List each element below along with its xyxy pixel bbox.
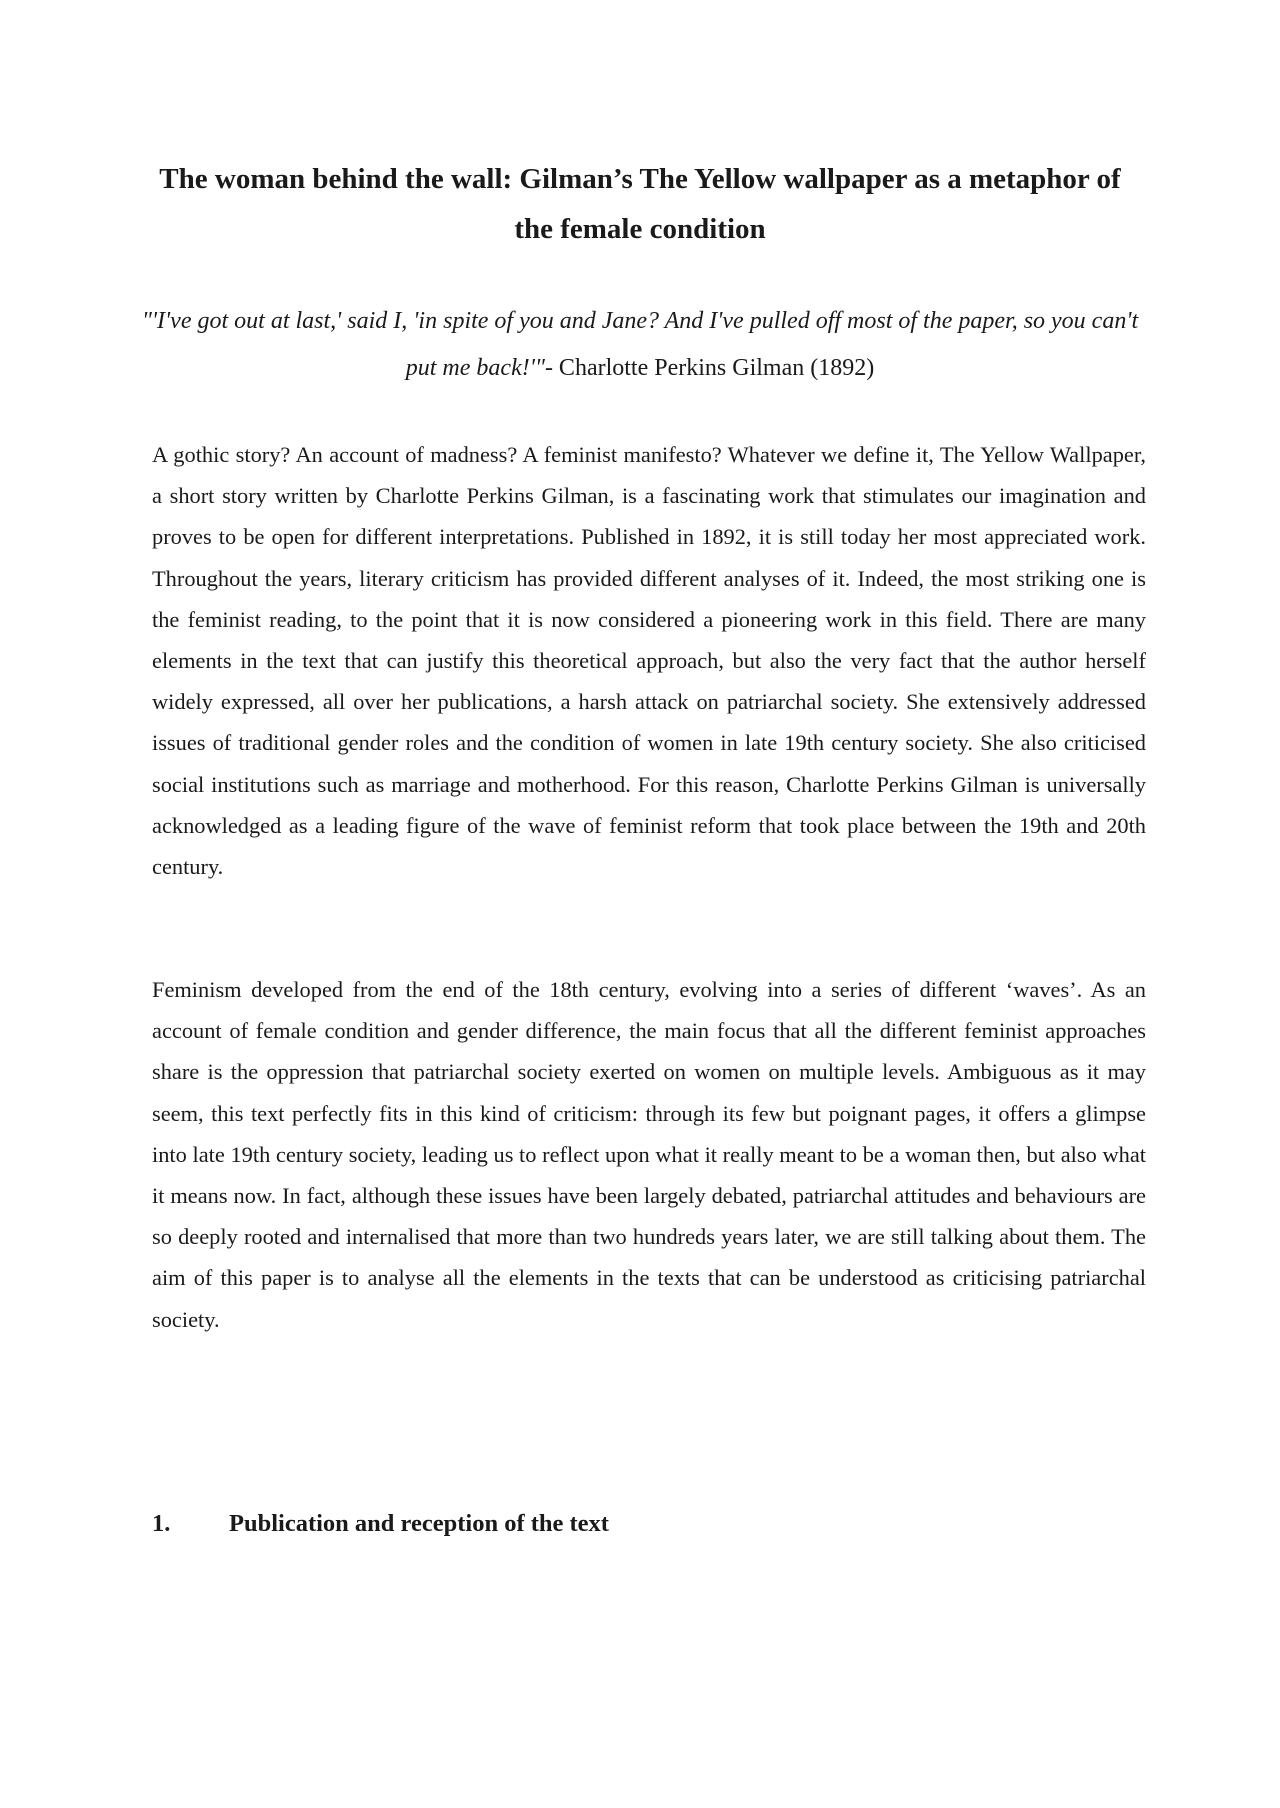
section-number: 1. bbox=[152, 1510, 171, 1537]
section-heading bbox=[152, 1506, 609, 1542]
epigraph-attribution: - Charlotte Perkins Gilman (1892) bbox=[544, 355, 875, 381]
body-paragraph-2: Feminism developed from the end of the 18th century, evolving into a series of different ‘waves’. As an account of female condition and gender difference, the main focus that all the different feminist approaches share is the oppression that patriarchal society exerted on women on multiple levels. Ambiguous as it may seem, this text perfectly fits in this kind of criticism: through its few but poignant pages, it offers a glimpse into late 19th century society, leading us to reflect upon what it really meant to be a woman then, but also what it means now. In fact, although these issues have been largely debated, patriarchal attitudes and behaviours are so deeply rooted and internalised that more than two hundreds years later, we are still talking about them. The aim of this paper is to analyse all the elements in the texts that can be understood as criticising patriarchal society. bbox=[152, 977, 1146, 1332]
epigraph bbox=[140, 298, 1140, 392]
section-title: Publication and reception of the text bbox=[229, 1510, 609, 1537]
epigraph-quote: "'I've got out at last,' said I, 'in spite of you and Jane? And I've pulled off most of the paper, so you can't put me back!'" bbox=[141, 308, 1139, 381]
document-title: The woman behind the wall: Gilman’s The Yellow wallpaper as a metaphor of the female condition bbox=[159, 163, 1121, 245]
body-paragraph-1: A gothic story? An account of madness? A feminist manifesto? Whatever we define it, The Yellow Wallpaper, a short story written by Charlotte Perkins Gilman, is a fascinating work that stimulates our imagination and proves to be open for different interpretations. Published in 1892, it is still today her most appreciated work. Throughout the years, literary criticism has provided different analyses of it. Indeed, the most striking one is the feminist reading, to the point that it is now considered a pioneering work in this field. There are many elements in the text that can justify this theoretical approach, but also the very fact that the author herself widely expressed, all over her publications, a harsh attack on patriarchal society. She extensively addressed issues of traditional gender roles and the condition of women in late 19th century society. She also criticised social institutions such as marriage and motherhood. For this reason, Charlotte Perkins Gilman is universally acknowledged as a leading figure of the wave of feminist reform that took place between the 19th and 20th century. bbox=[152, 442, 1146, 880]
